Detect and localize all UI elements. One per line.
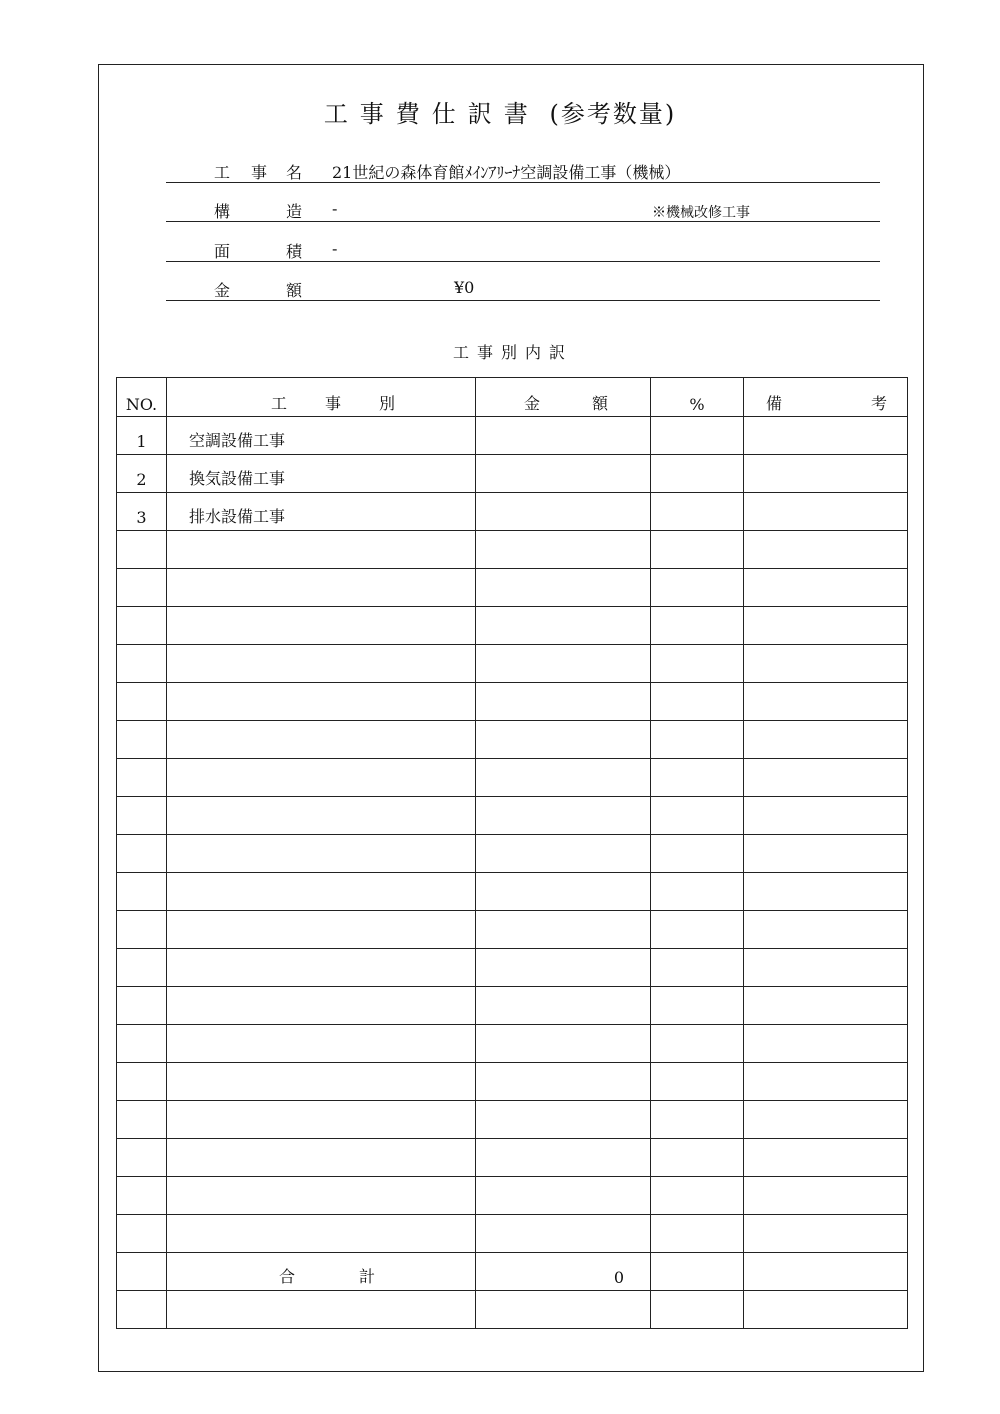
blank-cell (744, 1291, 908, 1329)
blank-cell (117, 531, 167, 569)
blank-cell (476, 531, 651, 569)
blank-cell (651, 531, 744, 569)
info-area (166, 235, 880, 262)
blank-cell (744, 721, 908, 759)
blank-cell (117, 683, 167, 721)
blank-cell (117, 759, 167, 797)
blank-cell (651, 1139, 744, 1177)
blank-cell (476, 911, 651, 949)
label-char: 構 (214, 202, 231, 221)
table-header-row (117, 378, 908, 417)
blank-cell (167, 1139, 476, 1177)
table-row-blank (117, 1291, 908, 1329)
blank-cell (167, 1291, 476, 1329)
blank-cell (167, 607, 476, 645)
header-amount (476, 378, 651, 417)
row-remarks (744, 417, 908, 455)
table-row-blank (117, 1215, 908, 1253)
section-title: 工事別内訳 (452, 343, 573, 362)
table-row-blank (117, 987, 908, 1025)
header-work-type (167, 378, 476, 417)
header-no: NO. (117, 378, 167, 417)
blank-cell (167, 531, 476, 569)
total-row (117, 1253, 908, 1291)
blank-cell (476, 1139, 651, 1177)
label-char: 造 (286, 202, 303, 221)
blank-cell (744, 1215, 908, 1253)
blank-cell (476, 1215, 651, 1253)
header-char: 別 (378, 394, 395, 413)
area-value: - (332, 239, 338, 258)
blank-cell (744, 1101, 908, 1139)
label-char: 工 (214, 163, 231, 182)
blank-cell (651, 911, 744, 949)
total-char: 計 (358, 1267, 375, 1286)
blank-cell (167, 645, 476, 683)
blank-cell (744, 873, 908, 911)
blank-cell (167, 1215, 476, 1253)
row-work-type: 排水設備工事 (167, 493, 476, 531)
blank-cell (117, 873, 167, 911)
blank-cell (744, 1063, 908, 1101)
blank-cell (167, 1177, 476, 1215)
table-row-blank (117, 721, 908, 759)
blank-cell (651, 759, 744, 797)
label-char: 面 (214, 242, 231, 261)
table-row-blank (117, 531, 908, 569)
blank-cell (167, 1025, 476, 1063)
title-sub: (参考数量) (549, 100, 677, 128)
blank-cell (744, 531, 908, 569)
blank-cell (476, 607, 651, 645)
blank-cell (167, 797, 476, 835)
blank-cell (117, 607, 167, 645)
blank-cell (744, 759, 908, 797)
blank-cell (651, 835, 744, 873)
row-percent (651, 455, 744, 493)
structure-value: - (332, 199, 338, 218)
header-remarks (744, 378, 908, 417)
blank-cell (476, 1025, 651, 1063)
row-percent (651, 417, 744, 455)
row-no: 2 (117, 455, 167, 493)
blank-cell (167, 1063, 476, 1101)
blank-cell (476, 721, 651, 759)
table-row-blank (117, 683, 908, 721)
label-char: 事 (251, 163, 268, 182)
blank-cell (651, 949, 744, 987)
table-row-blank (117, 569, 908, 607)
blank-cell (744, 987, 908, 1025)
info-structure (166, 195, 880, 222)
blank-cell (476, 987, 651, 1025)
blank-cell (476, 569, 651, 607)
blank-cell (744, 683, 908, 721)
table-row-blank (117, 1025, 908, 1063)
row-amount (476, 493, 651, 531)
blank-cell (476, 835, 651, 873)
table-row-blank (117, 1101, 908, 1139)
info-project-name (166, 156, 880, 183)
blank-cell (744, 797, 908, 835)
table-row-blank (117, 607, 908, 645)
structure-note: ※機械改修工事 (652, 205, 750, 221)
blank-cell (167, 873, 476, 911)
blank-cell (117, 645, 167, 683)
blank-cell (117, 835, 167, 873)
table-row-blank (117, 873, 908, 911)
blank-cell (117, 987, 167, 1025)
table-row-blank (117, 1139, 908, 1177)
blank-cell (744, 1139, 908, 1177)
blank-cell (651, 1291, 744, 1329)
row-no: 1 (117, 417, 167, 455)
blank-cell (117, 1177, 167, 1215)
row-amount (476, 417, 651, 455)
table-row-blank (117, 835, 908, 873)
blank-cell (476, 797, 651, 835)
blank-cell (476, 1101, 651, 1139)
blank-cell (651, 1215, 744, 1253)
blank-cell (167, 835, 476, 873)
blank-cell (651, 1177, 744, 1215)
blank-cell (476, 1177, 651, 1215)
blank-cell (744, 1177, 908, 1215)
title-main: 工事費仕訳書 (323, 100, 540, 128)
blank-cell (651, 569, 744, 607)
table-row (117, 493, 908, 531)
blank-cell (117, 1215, 167, 1253)
row-percent (651, 493, 744, 531)
blank-cell (651, 873, 744, 911)
info-amount (166, 274, 880, 301)
blank-cell (476, 1063, 651, 1101)
blank-cell (476, 645, 651, 683)
amount-value: ¥0 (454, 278, 475, 297)
blank-cell (744, 911, 908, 949)
blank-cell (167, 721, 476, 759)
blank-cell (117, 1291, 167, 1329)
blank-cell (651, 1101, 744, 1139)
total-percent (651, 1253, 744, 1291)
blank-cell (651, 1025, 744, 1063)
table-row-blank (117, 911, 908, 949)
blank-cell (117, 949, 167, 987)
table-row-blank (117, 949, 908, 987)
table-row (117, 417, 908, 455)
blank-cell (117, 721, 167, 759)
total-amount: 0 (476, 1253, 651, 1291)
header-percent: % (651, 378, 744, 417)
table-row (117, 455, 908, 493)
blank-cell (744, 1025, 908, 1063)
blank-cell (476, 873, 651, 911)
blank-cell (744, 569, 908, 607)
blank-cell (167, 683, 476, 721)
row-remarks (744, 455, 908, 493)
label-char: 金 (214, 281, 231, 300)
blank-cell (167, 759, 476, 797)
label-char: 積 (286, 242, 303, 261)
blank-cell (744, 607, 908, 645)
total-char: 合 (279, 1267, 296, 1286)
row-amount (476, 455, 651, 493)
table-row-blank (117, 645, 908, 683)
total-no (117, 1253, 167, 1291)
header-char: 工 (271, 394, 288, 413)
blank-cell (476, 683, 651, 721)
row-work-type: 換気設備工事 (167, 455, 476, 493)
blank-cell (167, 987, 476, 1025)
total-remarks (744, 1253, 908, 1291)
blank-cell (476, 1291, 651, 1329)
table-row-blank (117, 759, 908, 797)
blank-cell (476, 759, 651, 797)
blank-cell (117, 1063, 167, 1101)
blank-cell (117, 569, 167, 607)
blank-cell (651, 683, 744, 721)
blank-cell (651, 721, 744, 759)
blank-cell (744, 835, 908, 873)
blank-cell (744, 949, 908, 987)
document-title (0, 94, 1000, 129)
table-row-blank (117, 1177, 908, 1215)
blank-cell (167, 911, 476, 949)
row-no: 3 (117, 493, 167, 531)
total-label (167, 1253, 476, 1291)
blank-cell (117, 911, 167, 949)
blank-cell (167, 1101, 476, 1139)
header-char: 事 (324, 394, 341, 413)
blank-cell (117, 797, 167, 835)
blank-cell (476, 949, 651, 987)
blank-cell (651, 645, 744, 683)
blank-cell (651, 607, 744, 645)
project-name-value: 21世紀の森体育館ﾒｲﾝｱﾘｰﾅ空調設備工事（機械） (332, 163, 681, 182)
blank-cell (117, 1101, 167, 1139)
header-char: 額 (591, 394, 608, 413)
blank-cell (744, 645, 908, 683)
header-char: 備 (766, 394, 783, 413)
breakdown-table (116, 377, 908, 1329)
blank-cell (167, 949, 476, 987)
table-row-blank (117, 1063, 908, 1101)
row-work-type: 空調設備工事 (167, 417, 476, 455)
blank-cell (117, 1025, 167, 1063)
blank-cell (651, 797, 744, 835)
blank-cell (651, 987, 744, 1025)
blank-cell (167, 569, 476, 607)
header-char: 考 (870, 394, 887, 413)
label-char: 名 (286, 163, 303, 182)
table-row-blank (117, 797, 908, 835)
blank-cell (117, 1139, 167, 1177)
header-char: 金 (524, 394, 541, 413)
row-remarks (744, 493, 908, 531)
blank-cell (651, 1063, 744, 1101)
label-char: 額 (286, 281, 303, 300)
